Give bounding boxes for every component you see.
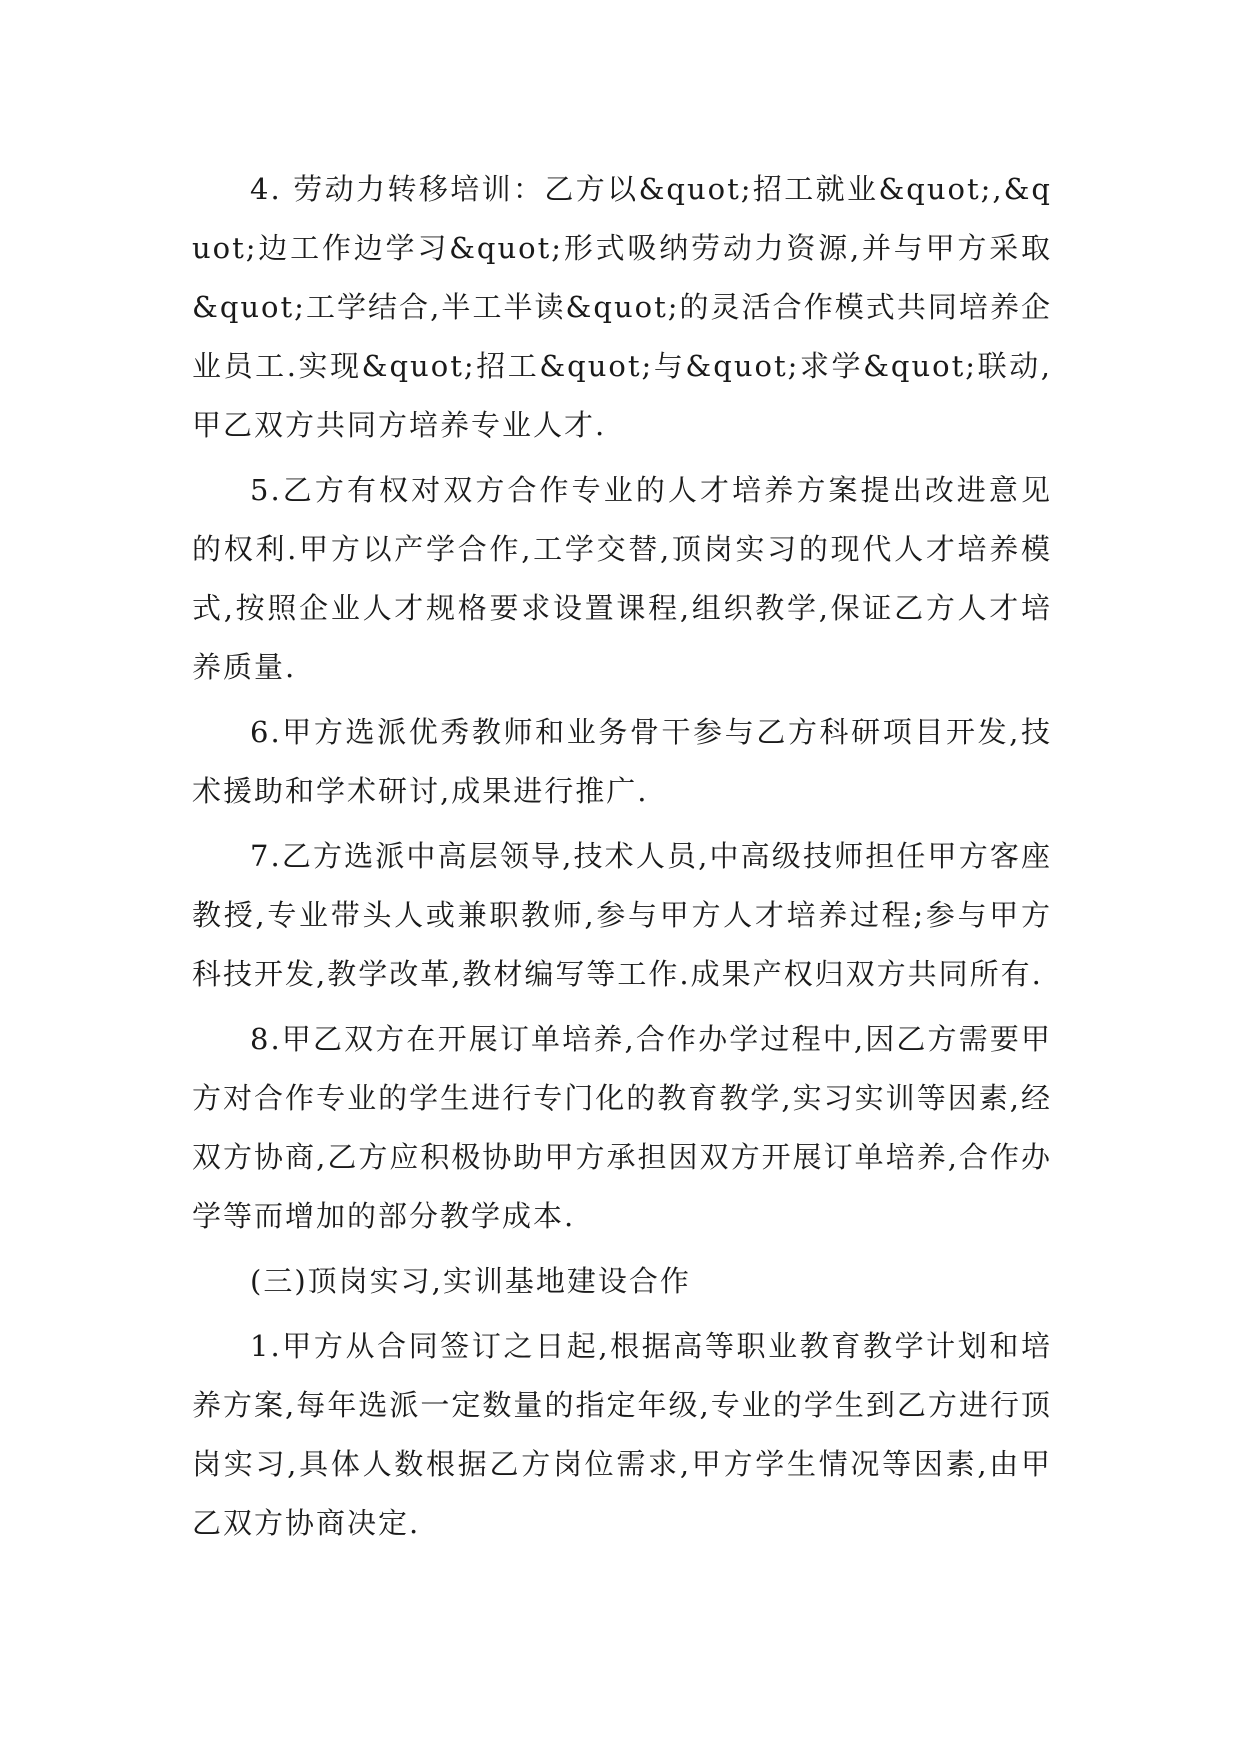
paragraph-training-plan-rights: 5.乙方有权对双方合作专业的人才培养方案提出改进意见的权利.甲方以产学合作,工学交替,顶岗实习的现代人才培养模式,按照企业人才规格要求设置课程,组织教学,保证乙方人才培养质量.	[192, 473, 1052, 684]
paragraph-labor-transfer-training: 4. 劳动力转移培训：乙方以&quot;招工就业&quot;,&quot;边工作边学习&quot;形式吸纳劳动力资源,并与甲方采取&quot;工学结合,半工半读&quot;的灵活合作模式共同培养企业员工.实现&quot;招工&quot;与&quot;求学&quot;联动,甲乙双方共同方培养专业人才.	[192, 172, 1052, 442]
paragraph-leader-dispatch: 7.乙方选派中高层领导,技术人员,中高级技师担任甲方客座教授,专业带头人或兼职教师,参与甲方人才培养过程;参与甲方科技开发,教学改革,教材编写等工作.成果产权归双方共同所有.	[192, 839, 1052, 991]
section-heading-internship: (三)顶岗实习,实训基地建设合作	[250, 1264, 691, 1298]
document-body	[192, 160, 1052, 1559]
paragraph-teacher-dispatch: 6.甲方选派优秀教师和业务骨干参与乙方科研项目开发,技术援助和学术研讨,成果进行推广.	[192, 715, 1052, 808]
paragraph-order-training-cost: 8.甲乙双方在开展订单培养,合作办学过程中,因乙方需要甲方对合作专业的学生进行专门化的教育教学,实习实训等因素,经双方协商,乙方应积极协助甲方承担因双方开展订单培养,合作办学等而增加的部分教学成本.	[192, 1022, 1052, 1233]
paragraph-internship-arrangement: 1.甲方从合同签订之日起,根据高等职业教育教学计划和培养方案,每年选派一定数量的指定年级,专业的学生到乙方进行顶岗实习,具体人数根据乙方岗位需求,甲方学生情况等因素,由甲乙双方协商决定.	[192, 1329, 1052, 1540]
